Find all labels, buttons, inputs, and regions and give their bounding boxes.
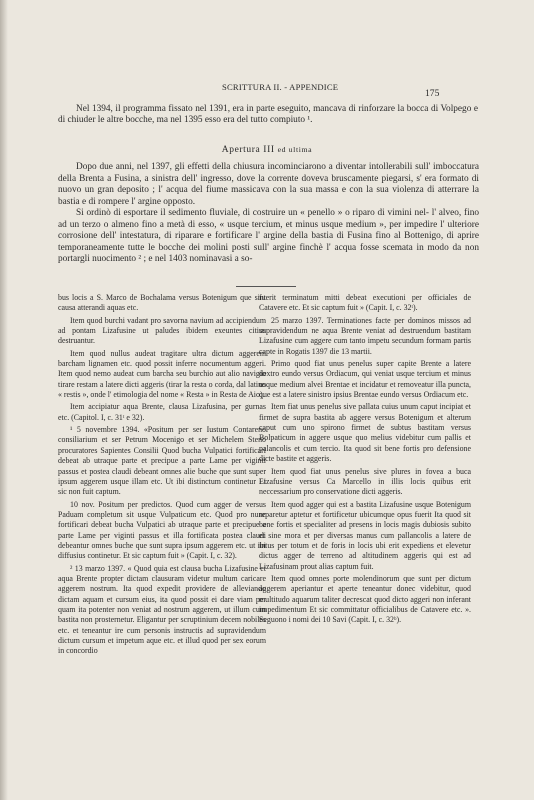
body-paragraph: Dopo due anni, nel 1397, gli effetti della chiusura incominciarono a diventar intollerabili sull' imboccatura della Brenta a Fusina, a sinistra dell' ingresso, dove la corrente doveva bruscamente piegarsi, s' era formato di nuovo un gran deposito ; l' acqua del fiume massicava con la sua massa e con la sua violenza di atterrare la bastia e di rompere l' argine opposto. xyxy=(58,162,479,207)
footnote-paragraph: Item quod omnes porte molendinorum que sunt per dictum aggerem aperiantur et aperte teneantur donec videbitur, quod multitudo aquarum taliter decrescat quod dicto aggeri non inferant impedimentum Et sic committatur officialibus de Catavere etc. ». Seguono i nomi dei 10 Savi (Capit. I, c. 32ᵇ). xyxy=(259,573,471,625)
body-text xyxy=(58,162,479,266)
footnote-paragraph: Item quod agger qui est a bastita Lizafusine usque Botenigum reparetur aptetur et fortificetur ubicumque opus fuerit Ita quod sit bene fortis et specialiter ad presens in locis magis dubiosis subito et sine mora et per diversas manus cum pallancolis a latere de intus per totum et de foris in locis ubi erit expediens et elevetur dictus agger de terreno ad altitudinem aggeris qui est ad Lizafusinam prout alias captum fuit. xyxy=(259,499,471,571)
footnote-paragraph: Item quod burchi vadant pro savorna navium ad accipiendum ad pontam Lizafusine ut paludes ibidem exeuntes citius destruantur. xyxy=(58,315,266,346)
running-head: SCRITTURA II. - APPENDICE xyxy=(222,82,339,92)
footnote-paragraph: Item quod nullus audeat tragitare ultra dictum aggerem barcham lignamen etc. quod possit inferre nocumentum aggeri. Item quod nemo audeat cum barcha seu burchio aut alio navigio tirare restam a latere dicti aggeris (tirar la resta o corda, dal latino « restis », onde l' etimologia del nome « Resta » in Resta de Aio). xyxy=(58,348,266,400)
section-title-main: Apertura III xyxy=(221,145,275,155)
footnote-paragraph: bus locis a S. Marco de Bochalama versus Botenigum que sint causa atterandi aquas etc. xyxy=(58,293,266,313)
body-paragraph: Si ordinò di esportare il sedimento fluviale, di costruire un « penello » o riparo di vimini nel- l' alveo, fino ad un terzo o almeno fino a metà di esso, « usque tercium, et minus usque medium », per impedire l' ulteriore corrosione dell' intestatura, di riparare e fortificare l' argine della bastia di Fusina fino al Bottenigo, di aprire temporaneamente tutte le bocche dei molini posti sull' argine finchè l' acqua fosse scemata in modo da non portargli nuocimento ² ; e nel 1403 nominavasi a so- xyxy=(58,208,479,264)
footnote-paragraph: 25 marzo 1397. Terminationes facte per dominos missos ad supravidendum ne aqua Brente veniat ad destruendum bastitam Lizafusine cum aggere cum tanto impetu secundum formam partis capte in Rogatis 1397 die 13 martii. xyxy=(259,315,471,356)
intro-paragraph xyxy=(58,104,478,127)
intro-text: Nel 1394, il programma fissato nel 1391, era in parte eseguito, mancava di rinforzare la bocca di Volpego e di chiuder le altre bocche, ma nel 1395 esso era del tutto compiuto ¹. xyxy=(58,104,478,126)
footnote-paragraph: ² 13 marzo 1397. « Quod quia est clausa bucha Lizafusine et aqua Brente propter dictam clausuram videtur multum caricare aggerem nostrum. Ita quod expedit providere de alleviando dictam aquam et cursum eius, ita quod possit ei dare viam per quam ita potenter non veniat ad nostrum aggerem, ut illum cum bastita non prosternetur. Eligantur per scruptinium decem nobiles etc. et teneantur ire cum personis instructis ad supravidendum dictum cursum et impetum aque etc. et illud quod per sex eorum in concordio xyxy=(58,563,266,656)
footnote-column-left xyxy=(58,293,266,659)
footnote-column-right xyxy=(259,293,471,628)
section-title-small: ed ultima xyxy=(277,145,313,154)
footnote-paragraph: Primo quod fiat unus penelus super capite Brente a latere dextro eundo versus Ordiacum, qui veniat usque tercium et minus usque medium alvei Brentae et incidatur et removeatur illa puncta, que est a latere sinistro ipsius Brentae eundo versus Ordiacum etc. xyxy=(259,359,471,400)
footnote-paragraph: ¹ 5 novembre 1394. «Positum per ser Iustum Contareno consiliarium et ser Petrum Mocenigo et ser Michelem Steno procuratores Sapientes Consilii Quod bucha Vulpatici fortificari debeat ab utraque parte et precipue a parte Lame per viginti passus et postea claudi debeant omnes alie buche que sunt super ipsum aggerem usque illam etc. Ut ibi distinctum continetur Et sic non fuit captum. xyxy=(58,425,266,497)
footnote-paragraph: 10 nov. Positum per predictos. Quod cum agger de versus Paduam completum sit usque Vulpaticum etc. Quod pro nunc fortificari debeat bucha Vulpatici ab utraque parte et precipue a parte Lame per viginti passus et illa fortificata postea claudi debeantur omnes buche que sunt supra ipsum aggerem etc. ut ibi diffusius continetur. Et sic captum fuit » (Capit. I, c. 32). xyxy=(58,499,266,561)
footnote-paragraph: Item quod fiat unus penelus sive plures in fovea a buca Lizafusine versus Ca Marcello in illis locis quibus erit neccessarium pro conservatione dicti aggeris. xyxy=(259,466,471,497)
footnote-divider xyxy=(236,286,296,287)
section-heading xyxy=(0,145,534,155)
footnote-paragraph: fuerit terminatum mitti debeat executioni per officiales de Catavere etc. Et sic captum fuit » (Capit. I, c. 32ᵗ). xyxy=(259,293,471,313)
footnote-paragraph: Item accipiatur aqua Brente, clausa Lizafusina, per gurnas etc. (Capitol. I, c. 31ᵗ e 32). xyxy=(58,402,266,422)
page-number: 175 xyxy=(425,88,440,99)
footnote-paragraph: Item fiat unus penelus sive pallata cuius unum caput incipiat et firmet de supra bastita ab aggere versus Botenigum et alterum caput cum uno spirono firmet de subtus bastitam versus Bolpaticum in aggere usque quo melius videbitur cum pallis et palancolis et cum tercio. Ita quod sit bene fortis pro defensione dicte bastite et aggeris. xyxy=(259,402,471,464)
